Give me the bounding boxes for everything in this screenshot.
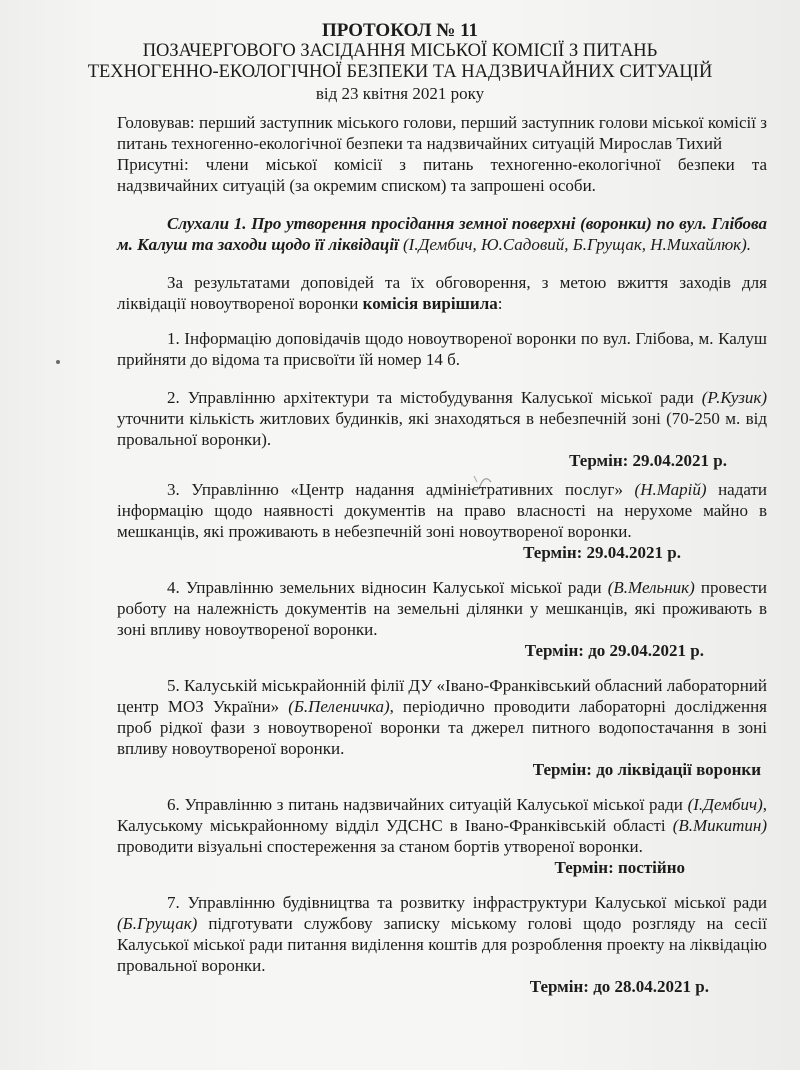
item-6 — [117, 794, 767, 857]
intro-paragraph — [117, 272, 767, 314]
present-paragraph: Присутні: члени міської комісії з питань техногенно-екологічної безпеки та надзвичайних ситуацій (за окремим списком) та запрошені особи. — [117, 155, 767, 195]
heard-paragraph — [117, 213, 767, 255]
item-5-text-end: , періодично проводити лабораторні дослідження проб рідкої фази з новоутвореної воронки та джерел питного водопостачання в зоні впливу новоутвореної воронки. — [117, 697, 767, 758]
scan-speck — [56, 360, 60, 364]
intro-end: : — [497, 294, 503, 313]
protocol-title: ПРОТОКОЛ № 11 — [321, 20, 479, 41]
protocol-header — [0, 20, 800, 104]
item-3 — [117, 479, 767, 542]
item-3-text-end: надати інформацію щодо наявності документів на право власності на нерухоме майно в мешканців, які проживають в небезпечній зоні новоутвореної воронки. — [117, 480, 767, 541]
item-5-text: 5. Калуській міськрайонній філії ДУ «Івано-Франківський обласний лабораторний центр МОЗ України» — [117, 676, 767, 716]
item-4-person: (В.Мельник) — [607, 578, 695, 597]
intro-decision: комісія вирішила — [362, 294, 498, 313]
header-line-1: ПОЗАЧЕРГОВОГО ЗАСІДАННЯ МІСЬКОЇ КОМІСІЇ З ПИТАНЬ — [142, 41, 658, 61]
item-4 — [117, 577, 767, 640]
header-line-2: ТЕХНОГЕННО-ЕКОЛОГІЧНОЇ БЕЗПЕКИ ТА НАДЗВИЧАЙНИХ СИТУАЦІЙ — [87, 62, 713, 82]
item-6-person-2: (В.Микитин) — [672, 816, 767, 835]
item-6-deadline: Термін: постійно — [554, 858, 685, 877]
item-4-text-end: провести роботу на належність документів на земельні ділянки у мешканців, які проживають в зоні впливу новоутвореної воронки. — [117, 578, 767, 639]
item-7-text: 7. Управлінню будівництва та розвитку інфраструктури Калуської міської ради — [167, 893, 767, 912]
item-7-text-end: підготувати службову записку міському голові щодо розгляду на сесії Калуської міської ради питання виділення коштів для розроблення проекту на ліквідацію провальної воронки. — [117, 914, 767, 975]
item-2 — [117, 387, 767, 450]
item-3-text: 3. Управлінню «Центр надання адміністративних послуг» — [167, 480, 635, 499]
item-7-deadline: Термін: до 28.04.2021 р. — [529, 977, 709, 996]
item-7-person: (Б.Грущак) — [117, 914, 198, 933]
item-2-deadline: Термін: 29.04.2021 р. — [569, 451, 727, 470]
protocol-body — [117, 112, 767, 997]
item-7 — [117, 892, 767, 976]
heard-speakers: (І.Дембич, Ю.Садовий, Б.Грущак, Н.Михайлюк). — [398, 235, 752, 254]
item-6-text-end: проводити візуальні спостереження за станом бортів утвореної воронки. — [117, 837, 643, 856]
item-6-person: (І.Дембич) — [687, 795, 763, 814]
item-2-text-end: уточнити кількість житлових будинків, які знаходяться в небезпечній зоні (70-250 м. від провальної воронки). — [117, 409, 767, 449]
item-3-person: (Н.Марій) — [634, 480, 707, 499]
chair-paragraph: Головував: перший заступник міського голови, перший заступник голови міської комісії з питань техногенно-екологічної безпеки та надзвичайних ситуацій Мирослав Тихий — [117, 113, 767, 153]
item-6-text: 6. Управлінню з питань надзвичайних ситуацій Калуської міської ради — [167, 795, 688, 814]
item-6-text-mid: , Калуському міськрайонному відділ УДСНС в Івано-Франківській області — [117, 795, 767, 835]
heard-title: Слухали 1. Про утворення просідання земної поверхні (воронки) по вул. Глібова м. Калуш та заходи щодо її ліквідації — [117, 214, 767, 254]
item-5 — [117, 675, 767, 759]
intro-text: За результатами доповідей та їх обговорення, з метою вжиття заходів для ліквідації новоутвореної воронки — [117, 273, 767, 313]
item-4-deadline: Термін: до 29.04.2021 р. — [524, 641, 704, 660]
item-3-deadline: Термін: 29.04.2021 р. — [523, 543, 681, 562]
item-5-person: (Б.Пеленичка) — [288, 697, 390, 716]
item-1: 1. Інформацію доповідачів щодо новоутвореної воронки по вул. Глібова, м. Калуш прийняти до відома та присвоїти їй номер 14 б. — [117, 329, 767, 369]
item-5-deadline: Термін: до ліквідації воронки — [532, 760, 761, 779]
item-2-text: 2. Управлінню архітектури та містобудування Калуської міської ради — [167, 388, 702, 407]
item-4-text: 4. Управлінню земельних відносин Калуської міської ради — [167, 578, 608, 597]
item-2-person: (Р.Кузик) — [701, 388, 767, 407]
protocol-date: від 23 квітня 2021 року — [315, 84, 485, 103]
